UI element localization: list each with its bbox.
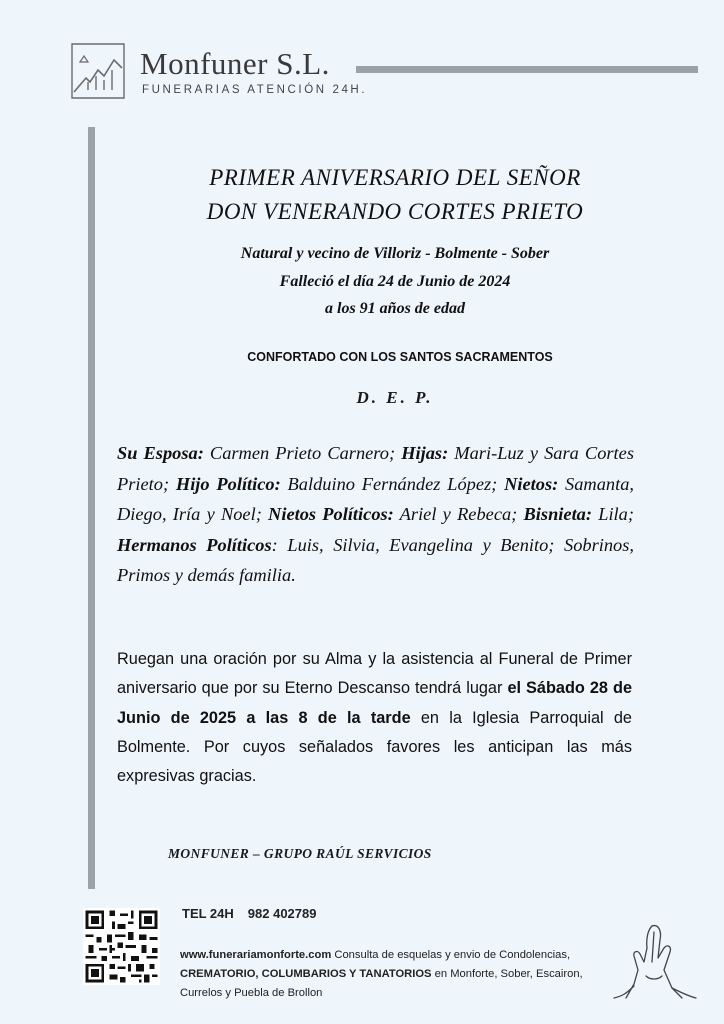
nietos-names: Samanta, Diego, Iría y Noel; xyxy=(117,473,634,524)
bisnieta-names: Lila; xyxy=(592,504,634,524)
confortado-line: CONFORTADO CON LOS SANTOS SACRAMENTOS xyxy=(247,350,553,364)
footer-text-1: Consulta de esquelas y envio de Condolencias, xyxy=(331,949,571,961)
phone-number: 982 402789 xyxy=(247,906,317,921)
origin-line: Natural y vecino de Villoriz - Bolmente - Sober xyxy=(240,245,550,262)
hijas-label: Hijas: xyxy=(401,443,449,463)
esposa-names: Carmen Prieto Carnero; xyxy=(203,443,402,463)
footer-text xyxy=(180,946,600,1003)
vertical-rule xyxy=(88,127,95,889)
funeral-announcement xyxy=(117,645,632,791)
title-line-1: PRIMER ANIVERSARIO DEL SEÑOR xyxy=(209,165,581,190)
monfuner-logo-icon xyxy=(68,42,128,100)
website-link[interactable]: www.funerariamonforte.com xyxy=(180,949,332,961)
hijo-politico-names: Balduino Fernández López; xyxy=(280,473,505,494)
announcement-date: el Sábado 28 de Junio de 2025 a las 8 de la tarde xyxy=(117,679,632,727)
phone-label: TEL 24H xyxy=(182,906,234,921)
age-line: a los 91 años de edad xyxy=(325,300,465,317)
title-line-2: DON VENERANDO CORTES PRIETO xyxy=(206,199,584,224)
praying-hands-icon xyxy=(612,918,698,1002)
grupo-signature: MONFUNER – GRUPO RAÚL SERVICIOS xyxy=(168,846,432,861)
qr-code-icon xyxy=(83,908,160,985)
family-paragraph xyxy=(117,438,634,591)
hermanos-names: : Luis, Silvia, Evangelina y Benito; Sobrinos, Primos y demás familia. xyxy=(117,534,634,585)
services-list: CREMATORIO, COLUMBARIOS Y TANATORIOS xyxy=(180,968,432,980)
dep-line: D. E. P. xyxy=(356,388,434,407)
bisnieta-label: Bisnieta: xyxy=(523,504,592,524)
announcement-text-1: Ruegan una oración por su Alma y la asistencia al Funeral de Primer aniversario que por su Eterno Descanso tendrá lugar xyxy=(117,650,632,698)
nietos-politicos-names: Ariel y Rebeca; xyxy=(393,504,524,524)
hijas-names: Mari-Luz y Sara Cortes Prieto; xyxy=(117,443,634,494)
nietos-politicos-label: Nietos Políticos: xyxy=(268,504,394,524)
hermanos-label: Hermanos Políticos xyxy=(117,534,272,555)
phone-line xyxy=(182,906,330,921)
header-rule xyxy=(356,66,698,73)
death-date-line: Falleció el día 24 de Junio de 2024 xyxy=(279,273,511,290)
nietos-label: Nietos: xyxy=(504,473,559,494)
esposa-label: Su Esposa: xyxy=(117,443,204,463)
brand-name: Monfuner S.L. xyxy=(140,46,330,81)
brand-tagline: FUNERARIAS ATENCIÓN 24H. xyxy=(142,84,368,96)
hijo-politico-label: Hijo Político: xyxy=(175,473,281,494)
announcement-text-2: en la Iglesia Parroquial de Bolmente. Por cuyos señalados favores les anticipan las más expresivas gracias. xyxy=(117,708,632,786)
footer-text-2: en Monforte, Sober, Escairon, Currelos y Puebla de Brollon xyxy=(180,968,583,999)
